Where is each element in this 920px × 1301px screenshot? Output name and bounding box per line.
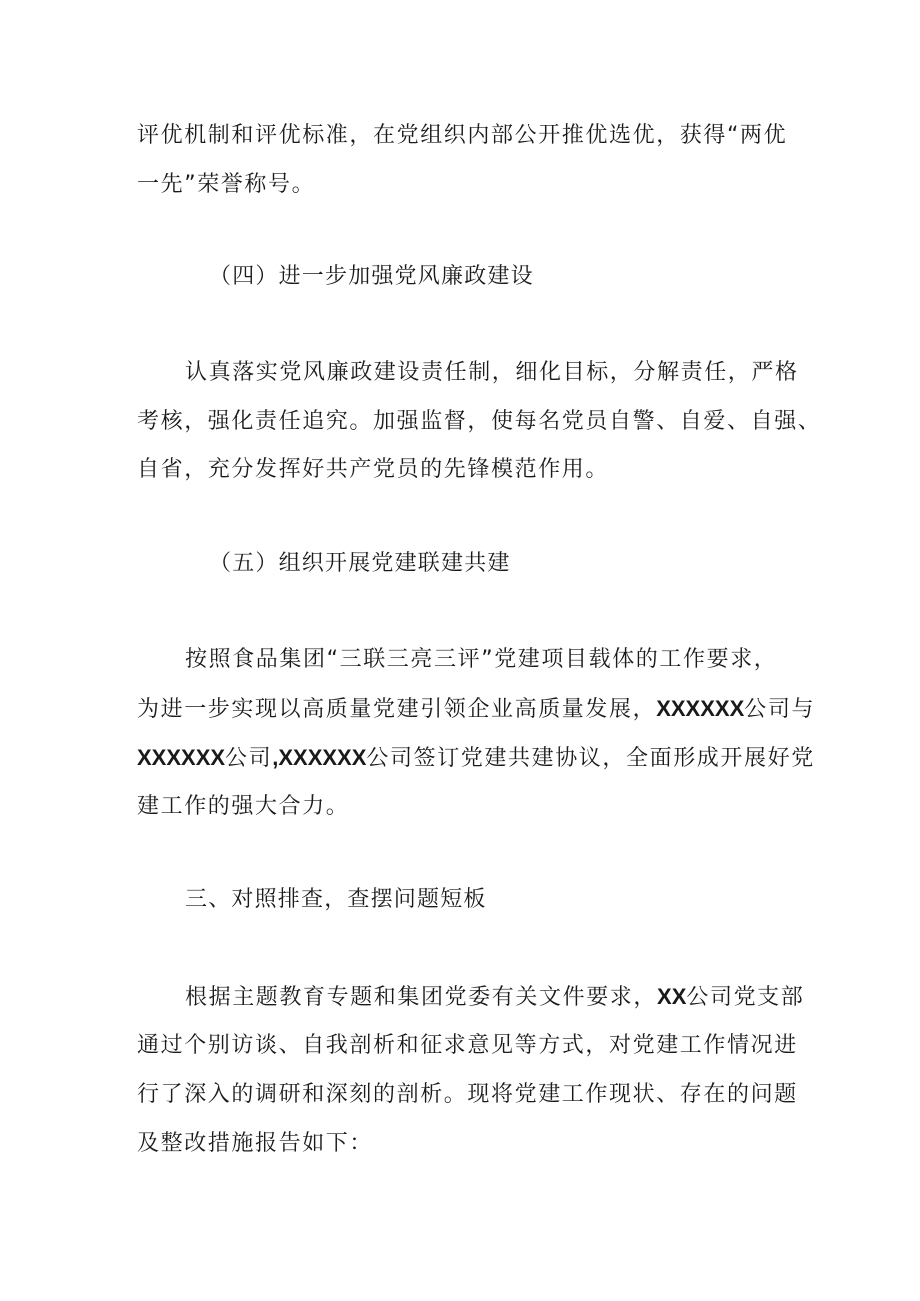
paragraph-line: 按照食品集团“三联三亮三评”党建项目载体的工作要求， [185, 647, 778, 672]
paragraph-line: 评优机制和评优标准，在党组织内部公开推优选优，获得“两优 [137, 123, 788, 148]
text-run: 根据主题教育专题和集团党委有关文件要求， [185, 985, 658, 1010]
paragraph-line [137, 694, 816, 724]
text-run: 公司与 [744, 697, 816, 722]
paragraph-line: 通过个别访谈、自我剖析和征求意见等方式，对党建工作情况进 [137, 1033, 798, 1058]
redacted-company-name: XXXXXX [137, 745, 226, 770]
section-heading-5: （五）组织开展党建联建共建 [209, 551, 511, 576]
redacted-company-name: XX [657, 984, 687, 1009]
text-run: 公司签订党建共建协议，全面形成开展好党 [366, 746, 815, 771]
paragraph-line [137, 743, 815, 773]
paragraph-line: 一先”荣誉称号。 [137, 172, 316, 197]
paragraph-line: 行了深入的调研和深刻的剖析。现将党建工作现状、存在的问题 [137, 1082, 798, 1107]
text-run: 为进一步实现以高质量党建引领企业高质量发展， [137, 697, 657, 722]
section-heading-4: （四）进一步加强党风廉政建设 [209, 264, 534, 289]
paragraph-line: 考核，强化责任追究。加强监督，使每名党员自警、自爱、自强、 [137, 409, 822, 434]
redacted-company-name: ,XXXXXX [272, 745, 367, 770]
paragraph-line: 建工作的强大合力。 [137, 794, 350, 819]
paragraph-line: 及整改措施报告如下： [137, 1131, 374, 1156]
paragraph-line: 自省，充分发挥好共产党员的先锋模范作用。 [137, 457, 610, 482]
text-run: 公司党支部 [686, 985, 805, 1010]
paragraph-line: 认真落实党风廉政建设责任制，细化目标，分解责任，严格 [185, 360, 799, 385]
text-run: 公司 [225, 746, 273, 771]
redacted-company-name: XXXXXX [656, 696, 745, 721]
section-heading-3: 三、对照排查，查摆问题短板 [185, 887, 487, 912]
paragraph-line [185, 982, 845, 1012]
